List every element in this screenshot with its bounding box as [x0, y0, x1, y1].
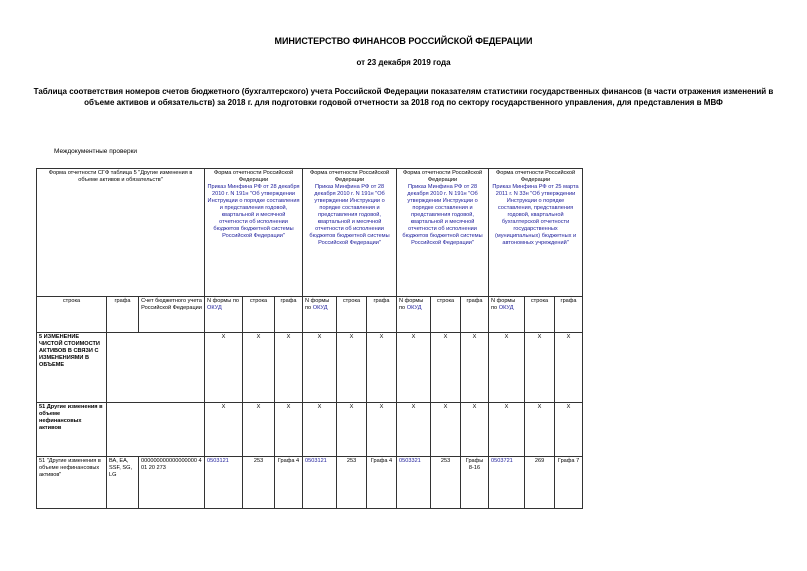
okud-code-link[interactable]: 0503321 [397, 457, 431, 509]
section-label: Междокументные проверки [54, 148, 138, 155]
col-stroka: строка [431, 297, 461, 333]
ministry-title: МИНИСТЕРСТВО ФИНАНСОВ РОССИЙСКОЙ ФЕДЕРАЦИИ [274, 36, 533, 46]
form-header-4 [489, 169, 583, 297]
empty-cell [107, 333, 205, 403]
mark-cell: X [397, 333, 431, 403]
row-number-cell: 269 [525, 457, 555, 509]
row-label: 51 Другие изменения в объеме нефинансовых активов [37, 403, 107, 457]
mark-cell: X [337, 403, 367, 457]
mark-cell: X [525, 333, 555, 403]
form-header-text: Форма отчетности Российской Федерации [402, 170, 483, 183]
grafa-cell: ВА, ЕА, SSF, SG, LG [107, 457, 139, 509]
row-number-cell: 253 [431, 457, 461, 509]
okud-link[interactable]: ОКУД [312, 305, 328, 311]
col-okud [489, 297, 525, 333]
mark-cell: X [431, 333, 461, 403]
form-header-1 [205, 169, 303, 297]
okud-link[interactable]: ОКУД [207, 305, 222, 311]
document-title: Таблица соответствия номеров счетов бюджетного (бухгалтерского) учета Российской Федерации показателям статистики государственных финансов (в части отражения изменений в объеме активов и обязательств) за 2018 г. для подготовки годовой отчетности за 2018 год по сектору государственного управления, для представления в МВФ [33, 87, 774, 107]
col-grafa: графа [461, 297, 489, 333]
mark-cell: X [275, 403, 303, 457]
form-header-text: Форма отчетности Российской Федерации [213, 170, 294, 183]
col-okud [303, 297, 337, 333]
col-grafa: графа [367, 297, 397, 333]
form-header-link[interactable]: Приказ Минфина РФ от 28 декабря 2010 г. N 191н "Об утверждении Инструкции о порядке составления и представления годовой, квартальной и месячной отчетности об исполнении бюджетов бюджетной системы Российской Федерации" [402, 184, 483, 246]
mark-cell: X [303, 403, 337, 457]
col-okud [205, 297, 243, 333]
mark-cell: X [461, 403, 489, 457]
okud-link[interactable]: ОКУД [498, 305, 514, 311]
form-header-3 [397, 169, 489, 297]
col-grafa: графа [555, 297, 583, 333]
col-stroka: строка [243, 297, 275, 333]
mark-cell: X [367, 403, 397, 457]
column-cell: Графы 8-16 [461, 457, 489, 509]
correspondence-table [36, 168, 583, 509]
mark-cell: X [243, 403, 275, 457]
table-subheader-row [37, 297, 583, 333]
mark-cell: X [555, 333, 583, 403]
mark-cell: X [205, 403, 243, 457]
table-header-row [37, 169, 583, 297]
mark-cell: X [367, 333, 397, 403]
table-row [37, 403, 583, 457]
mark-cell: X [525, 403, 555, 457]
column-cell: Графа 7 [555, 457, 583, 509]
mark-cell: X [243, 333, 275, 403]
okud-code-link[interactable]: 0503121 [303, 457, 337, 509]
col-account: Счет бюджетного учета Российской Федерации [139, 297, 205, 333]
form-header-text: Форма отчетности Российской Федерации [309, 170, 390, 183]
form-header-link[interactable]: Приказ Минфина РФ от 25 марта 2011 г. N 33н "Об утверждении Инструкции о порядке составления, представления годовой, квартальной бухгалтерской отчетности государственных (муниципальных) бюджетных и автономных учреждений" [492, 184, 579, 246]
column-cell: Графа 4 [275, 457, 303, 509]
row-label: 5 ИЗМЕНЕНИЕ ЧИСТОЙ СТОИМОСТИ АКТИВОВ В СВЯЗИ С ИЗМЕНЕНИЯМИ В ОБЪЕМЕ [37, 333, 107, 403]
okud-code-link[interactable]: 0503721 [489, 457, 525, 509]
okud-prefix: N формы по [305, 298, 330, 311]
mark-cell: X [337, 333, 367, 403]
document-date: от 23 декабря 2019 года [356, 58, 451, 67]
okud-prefix: N формы по [399, 298, 424, 311]
row-label: 51 "Другие изменения в объеме нефинансовых активов" [37, 457, 107, 509]
col-stroka: строка [37, 297, 107, 333]
mark-cell: X [205, 333, 243, 403]
empty-cell [107, 403, 205, 457]
column-cell: Графа 4 [367, 457, 397, 509]
form-header-text: Форма отчетности Российской Федерации [495, 170, 576, 183]
mark-cell: X [461, 333, 489, 403]
col-grafa: графа [275, 297, 303, 333]
okud-prefix: N формы по [207, 298, 239, 304]
col-stroka: строка [525, 297, 555, 333]
col-grafa: графа [107, 297, 139, 333]
okud-prefix: N формы по [491, 298, 516, 311]
account-cell: 000000000000000000 401 20 273 [139, 457, 205, 509]
mark-cell: X [489, 403, 525, 457]
form-header-2 [303, 169, 397, 297]
mark-cell: X [275, 333, 303, 403]
okud-link[interactable]: ОКУД [406, 305, 422, 311]
mark-cell: X [303, 333, 337, 403]
mark-cell: X [489, 333, 525, 403]
table-row [37, 333, 583, 403]
table-row [37, 457, 583, 509]
col-okud [397, 297, 431, 333]
row-number-cell: 253 [243, 457, 275, 509]
mark-cell: X [555, 403, 583, 457]
okud-code-link[interactable]: 0503121 [205, 457, 243, 509]
form-header-link[interactable]: Приказ Минфина РФ от 28 декабря 2010 г. N 191н "Об утверждении Инструкции о порядке составления и представления годовой, квартальной и месячной отчетности об исполнении бюджетов бюджетной системы Российской Федерации" [309, 184, 390, 246]
mark-cell: X [397, 403, 431, 457]
col-stroka: строка [337, 297, 367, 333]
row-number-cell: 253 [337, 457, 367, 509]
mark-cell: X [431, 403, 461, 457]
sgf-form-header: Форма отчетности СГФ таблица 5 "Другие изменения в объеме активов и обязательств" [37, 169, 205, 297]
form-header-link[interactable]: Приказ Минфина РФ от 28 декабря 2010 г. N 191н "Об утверждении Инструкции о порядке составления и представления годовой, квартальной и месячной отчетности об исполнении бюджетов бюджетной системы Российской Федерации" [207, 184, 300, 239]
